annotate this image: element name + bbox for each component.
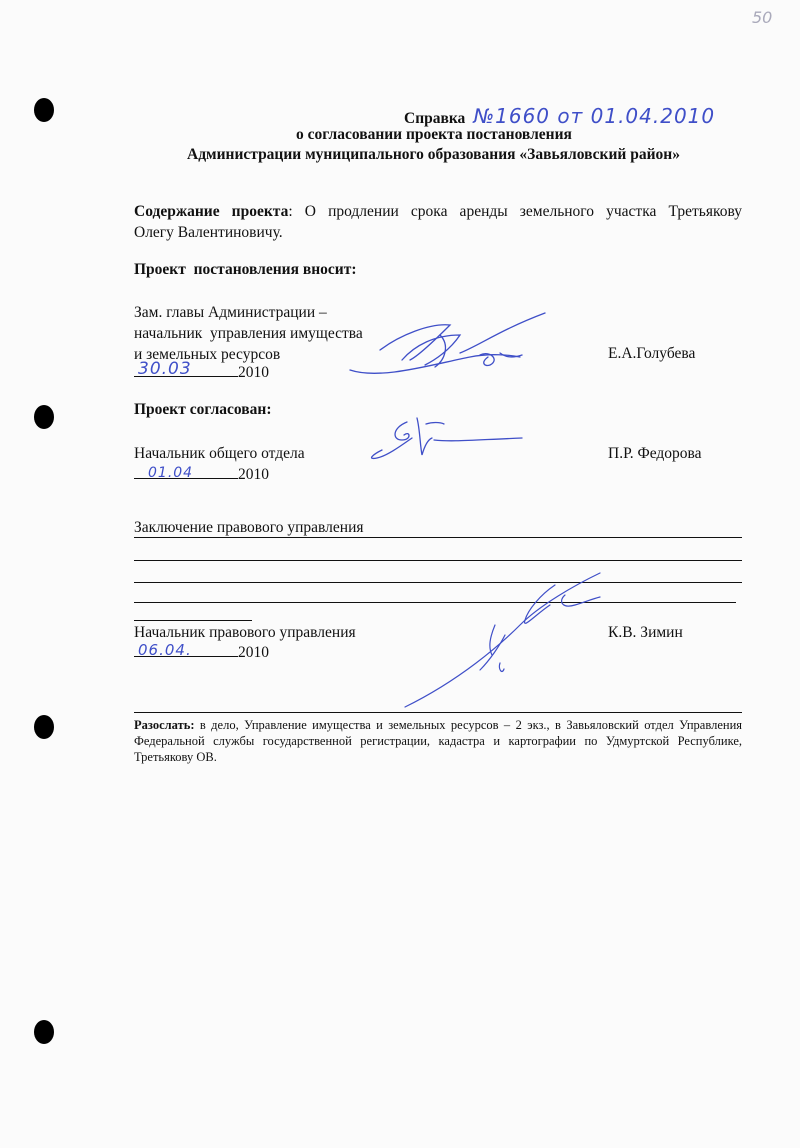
submitter-date xyxy=(134,360,269,382)
title-handwritten-number: №1660 от 01.04.2010 xyxy=(473,104,716,128)
signature-fedorova xyxy=(362,410,532,470)
approval-year: 2010 xyxy=(238,466,269,483)
submitter-position: Зам. главы Администрации – начальник управления имущества и земельных ресурсов xyxy=(134,304,363,363)
punch-hole xyxy=(34,98,54,122)
legal-heading: Заключение правового управления xyxy=(134,519,364,536)
footer-divider xyxy=(134,712,742,713)
punch-hole xyxy=(34,715,54,739)
title-word: Справка xyxy=(404,110,466,127)
distribution-text: в дело, Управление имущества и земельных ресурсов – 2 экз., в Завьяловский отдел Управления Федеральной службы государственной регистрации, кадастра и картографии по Удмуртской Республике, Третьякову ОВ. xyxy=(134,718,743,764)
project-content: Содержание проекта: О продлении срока аренды земельного участка Третьякову Олегу Валентиновичу. xyxy=(134,203,742,241)
content-text-line1: О продлении срока аренды земельного участка Третьякову xyxy=(304,203,742,220)
submitter-name: Е.А.Голубева xyxy=(608,345,696,362)
title-line-2: о согласовании проекта постановления xyxy=(296,126,572,143)
title-line-3: Администрации муниципального образования «Завьяловский район» xyxy=(187,146,680,163)
legal-conclusion-line xyxy=(134,560,742,561)
page-corner-mark: 50 xyxy=(752,8,773,27)
legal-position: Начальник правового управления xyxy=(134,624,356,641)
signature-zimin xyxy=(400,565,620,715)
signature-golubeva xyxy=(340,305,570,390)
document-title xyxy=(404,104,715,128)
approval-date xyxy=(134,462,269,484)
punch-hole xyxy=(34,405,54,429)
submitter-heading: Проект постановления вносит: xyxy=(134,261,357,278)
submitter-year: 2010 xyxy=(238,364,269,381)
submitter-date-handwritten: 30.03 xyxy=(138,359,192,379)
approval-name: П.Р. Федорова xyxy=(608,445,702,462)
content-text-line2: Олегу Валентиновичу. xyxy=(134,224,283,241)
distribution-label: Разослать: xyxy=(134,718,195,732)
content-label: Содержание проекта xyxy=(134,203,289,220)
approval-date-handwritten: 01.04 xyxy=(148,465,194,481)
approval-position: Начальник общего отдела xyxy=(134,445,305,462)
legal-date-handwritten: 06.04. xyxy=(138,641,192,659)
distribution-list xyxy=(134,717,742,765)
legal-date xyxy=(134,640,269,662)
legal-conclusion-line xyxy=(134,537,742,538)
legal-short-line xyxy=(134,620,252,621)
approval-heading: Проект согласован: xyxy=(134,401,272,418)
legal-name: К.В. Зимин xyxy=(608,624,683,641)
punch-hole xyxy=(34,1020,54,1044)
legal-year: 2010 xyxy=(238,644,269,661)
